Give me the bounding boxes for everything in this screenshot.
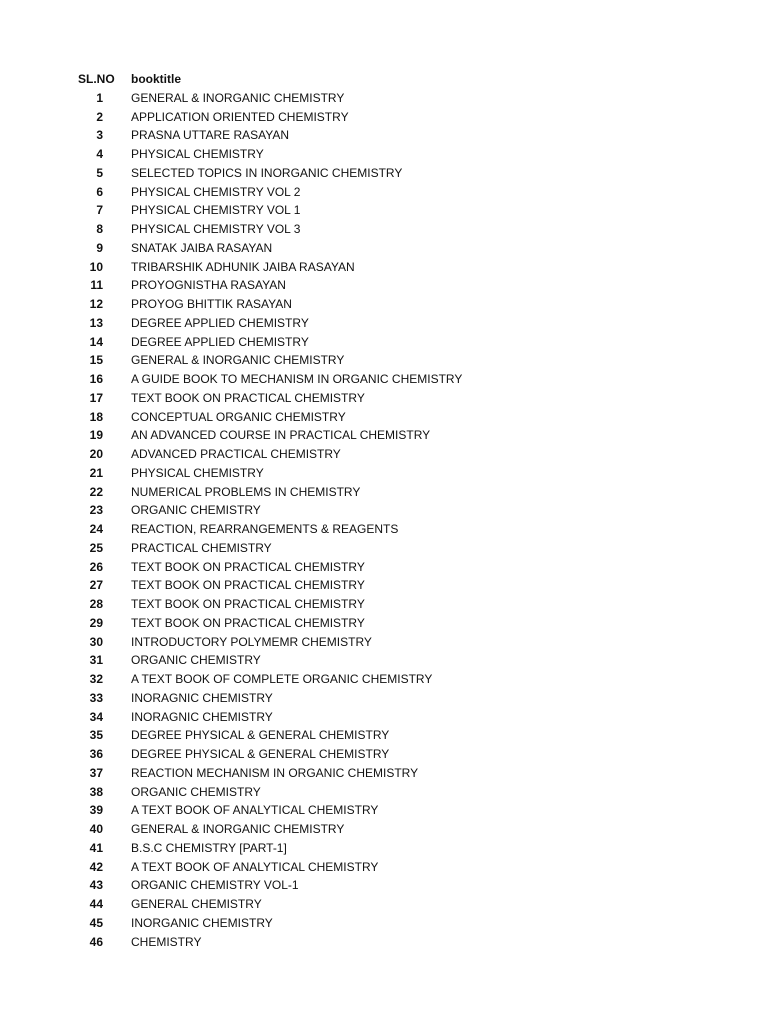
table-row — [0, 201, 768, 220]
book-title: PHYSICAL CHEMISTRY — [131, 147, 264, 161]
table-row — [0, 426, 768, 445]
row-number: 12 — [89, 297, 103, 311]
table-row — [0, 108, 768, 127]
row-number: 35 — [89, 728, 103, 743]
table-row — [0, 464, 768, 483]
row-number: 28 — [89, 597, 103, 611]
row-number: 44 — [89, 897, 103, 911]
book-title: TEXT BOOK ON PRACTICAL CHEMISTRY — [131, 578, 365, 593]
book-title: PROYOG BHITTIK RASAYAN — [131, 297, 292, 311]
row-number: 33 — [89, 690, 103, 705]
row-number: 16 — [89, 372, 103, 386]
table-row — [0, 314, 768, 333]
table-row — [0, 258, 768, 277]
header-booktitle: booktitle — [131, 72, 181, 86]
row-number: 23 — [89, 503, 103, 518]
table-row — [0, 633, 768, 652]
table-row — [0, 726, 768, 745]
book-title: PHYSICAL CHEMISTRY VOL 3 — [131, 222, 301, 236]
row-number: 34 — [89, 709, 103, 724]
row-number: 6 — [96, 184, 103, 199]
book-title: B.S.C CHEMISTRY [PART-1] — [131, 840, 287, 855]
book-title: INORAGNIC CHEMISTRY — [131, 709, 273, 724]
table-row — [0, 408, 768, 427]
row-number: 27 — [89, 578, 103, 593]
row-number: 2 — [96, 109, 103, 124]
book-title: SELECTED TOPICS IN INORGANIC CHEMISTRY — [131, 165, 403, 180]
book-title: PHYSICAL CHEMISTRY VOL 2 — [131, 184, 301, 199]
book-title: GENERAL CHEMISTRY — [131, 897, 262, 911]
row-number: 29 — [89, 615, 103, 630]
book-title: GENERAL & INORGANIC CHEMISTRY — [131, 822, 345, 836]
table-row — [0, 389, 768, 408]
table-row — [0, 520, 768, 539]
book-title: PHYSICAL CHEMISTRY VOL 1 — [131, 203, 301, 218]
row-number: 7 — [96, 203, 103, 218]
table-row — [0, 839, 768, 858]
book-title: ORGANIC CHEMISTRY VOL-1 — [131, 878, 299, 893]
table-row — [0, 933, 768, 952]
table-row — [0, 351, 768, 370]
book-title: INTRODUCTORY POLYMEMR CHEMISTRY — [131, 634, 372, 649]
row-number: 39 — [89, 803, 103, 818]
row-number: 40 — [89, 822, 103, 836]
table-row — [0, 183, 768, 202]
table-row — [0, 895, 768, 914]
row-number: 21 — [89, 465, 103, 480]
row-number: 19 — [89, 428, 103, 443]
header-sl-no: SL.NO — [78, 72, 115, 86]
row-number: 20 — [89, 447, 103, 461]
book-title: PRACTICAL CHEMISTRY — [131, 540, 272, 555]
book-title: SNATAK JAIBA RASAYAN — [131, 240, 273, 255]
book-title: CONCEPTUAL ORGANIC CHEMISTRY — [131, 409, 346, 424]
table-row — [0, 745, 768, 764]
table-row — [0, 595, 768, 614]
book-title: A TEXT BOOK OF ANALYTICAL CHEMISTRY — [131, 803, 379, 818]
table-row — [0, 801, 768, 820]
row-number: 30 — [89, 634, 103, 649]
table-row — [0, 783, 768, 802]
row-number: 3 — [96, 128, 103, 143]
row-number: 8 — [96, 222, 103, 236]
book-title: DEGREE PHYSICAL & GENERAL CHEMISTRY — [131, 747, 390, 761]
row-number: 26 — [89, 559, 103, 574]
row-number: 31 — [89, 653, 103, 668]
book-title: TEXT BOOK ON PRACTICAL CHEMISTRY — [131, 615, 365, 630]
table-row — [0, 914, 768, 933]
row-number: 41 — [89, 840, 103, 855]
book-title: A GUIDE BOOK TO MECHANISM IN ORGANIC CHEMISTRY — [131, 372, 463, 386]
table-row — [0, 370, 768, 389]
book-title: PRASNA UTTARE RASAYAN — [131, 128, 290, 143]
table-row — [0, 145, 768, 164]
row-number: 15 — [89, 353, 103, 368]
book-title: TEXT BOOK ON PRACTICAL CHEMISTRY — [131, 559, 365, 574]
table-row — [0, 220, 768, 239]
table-row — [0, 820, 768, 839]
book-title: DEGREE APPLIED CHEMISTRY — [131, 315, 309, 330]
row-number: 45 — [89, 915, 103, 930]
row-number: 36 — [89, 747, 103, 761]
row-number: 18 — [89, 409, 103, 424]
table-row — [0, 614, 768, 633]
book-title: INORAGNIC CHEMISTRY — [131, 690, 273, 705]
table-row — [0, 333, 768, 352]
row-number: 1 — [96, 90, 103, 105]
row-number: 4 — [96, 147, 103, 161]
table-row — [0, 501, 768, 520]
table-row — [0, 89, 768, 108]
book-title: A TEXT BOOK OF COMPLETE ORGANIC CHEMISTRY — [131, 672, 433, 686]
book-title: NUMERICAL PROBLEMS IN CHEMISTRY — [131, 484, 361, 499]
table-row — [0, 576, 768, 595]
row-number: 32 — [89, 672, 103, 686]
book-title: ORGANIC CHEMISTRY — [131, 784, 261, 799]
book-title: TEXT BOOK ON PRACTICAL CHEMISTRY — [131, 390, 365, 405]
table-row — [0, 558, 768, 577]
row-number: 43 — [89, 878, 103, 893]
row-number: 37 — [89, 765, 103, 780]
book-title: INORGANIC CHEMISTRY — [131, 915, 273, 930]
table-row — [0, 876, 768, 895]
row-number: 24 — [89, 522, 103, 536]
row-number: 42 — [89, 859, 103, 874]
row-number: 22 — [89, 484, 103, 499]
book-title: DEGREE PHYSICAL & GENERAL CHEMISTRY — [131, 728, 390, 743]
table-row — [0, 239, 768, 258]
row-number: 5 — [96, 165, 103, 180]
table-row — [0, 164, 768, 183]
table-row — [0, 764, 768, 783]
book-title: GENERAL & INORGANIC CHEMISTRY — [131, 90, 345, 105]
row-number: 46 — [89, 934, 103, 949]
row-number: 14 — [89, 334, 103, 349]
table-row — [0, 708, 768, 727]
table-row — [0, 483, 768, 502]
book-title: ORGANIC CHEMISTRY — [131, 653, 261, 668]
table-row — [0, 539, 768, 558]
table-row — [0, 689, 768, 708]
table-body — [0, 89, 768, 952]
row-number: 11 — [90, 278, 103, 293]
book-title: A TEXT BOOK OF ANALYTICAL CHEMISTRY — [131, 859, 379, 874]
row-number: 10 — [89, 259, 103, 274]
book-list-table — [0, 70, 768, 951]
book-title: REACTION MECHANISM IN ORGANIC CHEMISTRY — [131, 765, 419, 780]
book-title: REACTION, REARRANGEMENTS & REAGENTS — [131, 522, 399, 536]
book-title: PHYSICAL CHEMISTRY — [131, 465, 264, 480]
row-number: 13 — [89, 315, 103, 330]
book-title: CHEMISTRY — [131, 934, 202, 949]
row-number: 9 — [96, 240, 103, 255]
book-title: ADVANCED PRACTICAL CHEMISTRY — [131, 447, 341, 461]
book-title: PROYOGNISTHA RASAYAN — [131, 278, 286, 293]
table-row — [0, 276, 768, 295]
book-title: DEGREE APPLIED CHEMISTRY — [131, 334, 309, 349]
row-number: 38 — [89, 784, 103, 799]
table-row — [0, 858, 768, 877]
book-title: TRIBARSHIK ADHUNIK JAIBA RASAYAN — [131, 259, 355, 274]
row-number: 17 — [89, 390, 103, 405]
book-title: TEXT BOOK ON PRACTICAL CHEMISTRY — [131, 597, 365, 611]
book-title: GENERAL & INORGANIC CHEMISTRY — [131, 353, 345, 368]
table-header-row — [0, 70, 768, 89]
book-title: ORGANIC CHEMISTRY — [131, 503, 261, 518]
table-row — [0, 445, 768, 464]
table-row — [0, 651, 768, 670]
table-row — [0, 670, 768, 689]
row-number: 25 — [89, 540, 103, 555]
table-row — [0, 295, 768, 314]
book-title: APPLICATION ORIENTED CHEMISTRY — [131, 109, 349, 124]
book-title: AN ADVANCED COURSE IN PRACTICAL CHEMISTRY — [131, 428, 431, 443]
table-row — [0, 126, 768, 145]
